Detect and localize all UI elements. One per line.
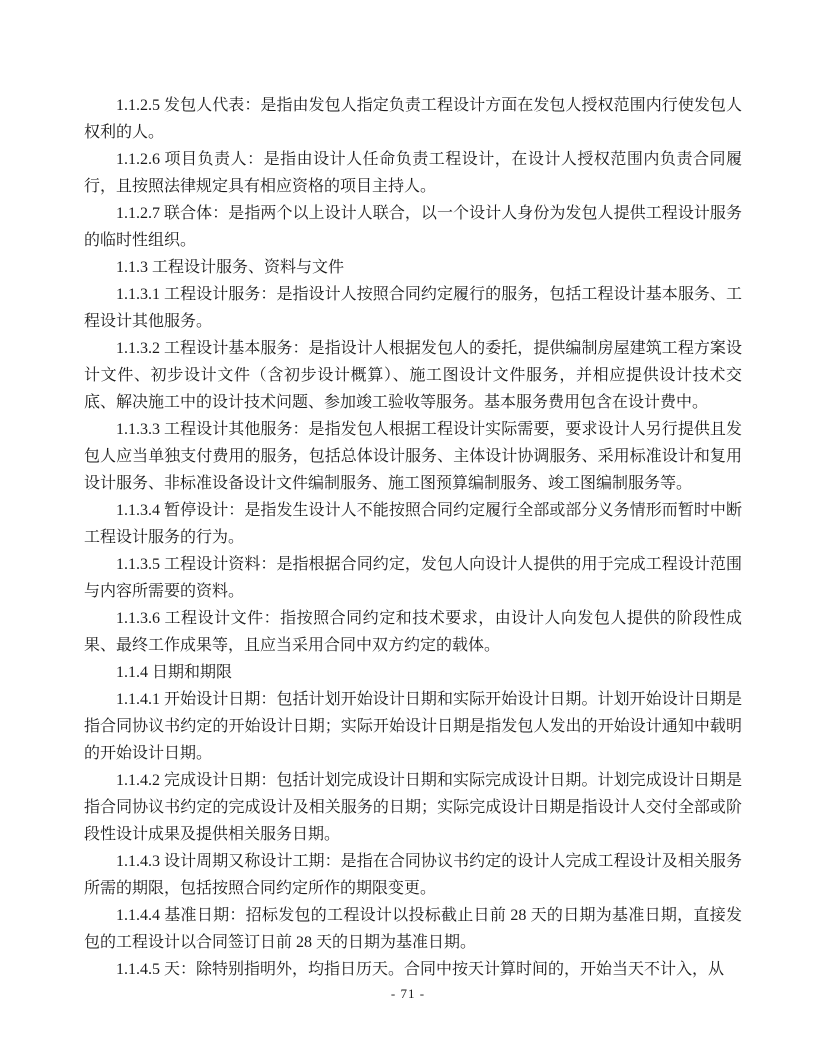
paragraph-1-1-4-1: 1.1.4.1 开始设计日期：包括计划开始设计日期和实际开始设计日期。计划开始设计日期是指合同协议书约定的开始设计日期；实际开始设计日期是指发包人发出的开始设计通知中载明的开始设计日期。	[84, 691, 742, 762]
heading-1-1-3: 1.1.3 工程设计服务、资料与文件	[116, 259, 345, 276]
paragraph-1-1-2-7: 1.1.2.7 联合体：是指两个以上设计人联合，以一个设计人身份为发包人提供工程设计服务的临时性组织。	[84, 205, 742, 249]
paragraph-1-1-3-2: 1.1.3.2 工程设计基本服务：是指设计人根据发包人的委托，提供编制房屋建筑工程方案设计文件、初步设计文件（含初步设计概算）、施工图设计文件服务，并相应提供设计技术交底、解决施工中的设计技术问题、参加竣工验收等服务。基本服务费用包含在设计费中。	[84, 340, 742, 411]
paragraph-1-1-4-4: 1.1.4.4 基准日期：招标发包的工程设计以投标截止日前 28 天的日期为基准日期，直接发包的工程设计以合同签订日前 28 天的日期为基准日期。	[84, 907, 742, 951]
heading-1-1-4: 1.1.4 日期和期限	[116, 664, 233, 681]
paragraph-1-1-3-4: 1.1.3.4 暂停设计：是指发生设计人不能按照合同约定履行全部或部分义务情形而暂时中断工程设计服务的行为。	[84, 502, 742, 546]
document-body	[84, 92, 742, 983]
paragraph-1-1-4-3: 1.1.4.3 设计周期又称设计工期：是指在合同协议书约定的设计人完成工程设计及相关服务所需的期限，包括按照合同约定所作的期限变更。	[84, 853, 742, 897]
paragraph-1-1-3-1: 1.1.3.1 工程设计服务：是指设计人按照合同约定履行的服务，包括工程设计基本服务、工程设计其他服务。	[84, 286, 742, 330]
paragraph-1-1-2-5: 1.1.2.5 发包人代表：是指由发包人指定负责工程设计方面在发包人授权范围内行使发包人权利的人。	[84, 97, 742, 141]
paragraph-1-1-2-6: 1.1.2.6 项目负责人：是指由设计人任命负责工程设计，在设计人授权范围内负责合同履行，且按照法律规定具有相应资格的项目主持人。	[84, 151, 742, 195]
paragraph-1-1-3-5: 1.1.3.5 工程设计资料：是指根据合同约定，发包人向设计人提供的用于完成工程设计范围与内容所需要的资料。	[84, 556, 742, 600]
paragraph-1-1-3-3: 1.1.3.3 工程设计其他服务：是指发包人根据工程设计实际需要，要求设计人另行提供且发包人应当单独支付费用的服务，包括总体设计服务、主体设计协调服务、采用标准设计和复用设计服务、非标准设备设计文件编制服务、施工图预算编制服务、竣工图编制服务等。	[84, 421, 742, 492]
paragraph-1-1-4-5: 1.1.4.5 天：除特别指明外，均指日历天。合同中按天计算时间的，开始当天不计入，从	[116, 961, 725, 978]
paragraph-1-1-4-2: 1.1.4.2 完成设计日期：包括计划完成设计日期和实际完成设计日期。计划完成设计日期是指合同协议书约定的完成设计及相关服务的日期；实际完成设计日期是指设计人交付全部或阶段性设计成果及提供相关服务日期。	[84, 772, 742, 843]
paragraph-1-1-3-6: 1.1.3.6 工程设计文件：指按照合同约定和技术要求，由设计人向发包人提供的阶段性成果、最终工作成果等，且应当采用合同中双方约定的载体。	[84, 610, 742, 654]
page-number: - 71 -	[390, 986, 426, 1001]
